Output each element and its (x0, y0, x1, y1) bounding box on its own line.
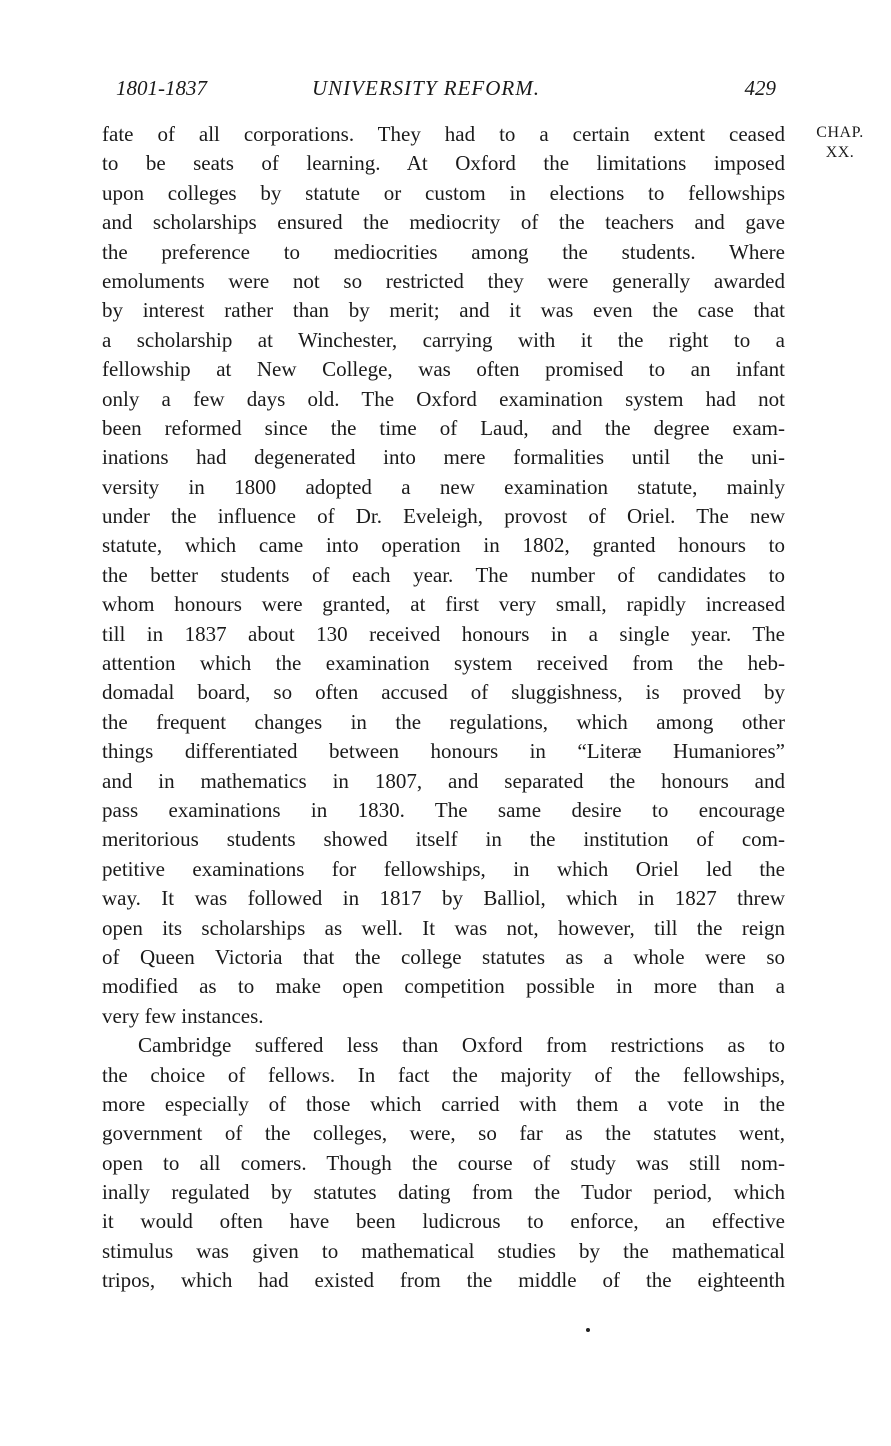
text-line: things differentiated between honours in “Literæ Humaniores” (102, 739, 785, 764)
text-line: inally regulated by statutes dating from the Tudor period, which (102, 1180, 785, 1205)
text-line: and scholarships ensured the mediocrity of the teachers and gave (102, 210, 785, 235)
text-line: by interest rather than by merit; and it was even the case that (102, 298, 785, 323)
text-line: way. It was followed in 1817 by Balliol, which in 1827 threw (102, 886, 785, 911)
text-line: to be seats of learning. At Oxford the limitations imposed (102, 151, 785, 176)
text-line: emoluments were not so restricted they were generally awarded (102, 268, 785, 293)
paragraph-start-line: Cambridge suffered less than Oxford from restrictions as to (138, 1033, 785, 1058)
chapter-label: CHAP. (816, 124, 864, 141)
text-line: the frequent changes in the regulations, which among other (102, 709, 785, 734)
text-line: a scholarship at Winchester, carrying with it the right to a (102, 327, 785, 352)
text-line: and in mathematics in 1807, and separated the honours and (102, 768, 785, 793)
text-line: meritorious students showed itself in the institution of com- (102, 827, 785, 852)
text-line: been reformed since the time of Laud, and the degree exam- (102, 415, 785, 440)
text-line: the better students of each year. The number of candidates to (102, 562, 785, 587)
chapter-number: XX. (825, 144, 855, 161)
text-line: domadal board, so often accused of sluggishness, is proved by (102, 680, 785, 705)
text-line: fate of all corporations. They had to a certain extent ceased (102, 122, 785, 146)
text-line: the preference to mediocrities among the students. Where (102, 239, 785, 264)
text-line: open its scholarships as well. It was not, however, till the reign (102, 915, 785, 940)
text-line: statute, which came into operation in 1802, granted honours to (102, 533, 785, 558)
chapter-margin-note (800, 123, 880, 163)
text-line: whom honours were granted, at first very small, rapidly increased (102, 592, 785, 617)
text-line: under the influence of Dr. Eveleigh, provost of Oriel. The new (102, 504, 785, 529)
text-line: modified as to make open competition possible in more than a (102, 974, 785, 999)
page-number: 429 (744, 76, 776, 100)
text-line: fellowship at New College, was often promised to an infant (102, 357, 785, 382)
text-line: petitive examinations for fellowships, in which Oriel led the (102, 856, 785, 881)
running-head-title: UNIVERSITY REFORM. (312, 76, 540, 100)
text-line: it would often have been ludicrous to enforce, an effective (102, 1209, 785, 1234)
text-line: till in 1837 about 130 received honours in a single year. The (102, 621, 785, 646)
text-line: only a few days old. The Oxford examination system had not (102, 386, 785, 411)
text-line: upon colleges by statute or custom in elections to fellowships (102, 180, 785, 205)
text-line: tripos, which had existed from the middle of the eighteenth (102, 1268, 785, 1293)
text-line: inations had degenerated into mere formalities until the uni- (102, 445, 785, 470)
text-line: open to all comers. Though the course of study was still nom- (102, 1150, 785, 1175)
text-line: the choice of fellows. In fact the majority of the fellowships, (102, 1062, 785, 1087)
text-line: attention which the examination system received from the heb- (102, 651, 785, 676)
text-line: of Queen Victoria that the college statutes as a whole were so (102, 944, 785, 969)
text-line: government of the colleges, were, so far as the statutes went, (102, 1121, 785, 1146)
text-line: stimulus was given to mathematical studies by the mathematical (102, 1238, 785, 1263)
body-text (102, 120, 785, 1296)
paragraph-end-line: very few instances. (102, 1003, 264, 1028)
text-line: more especially of those which carried with them a vote in the (102, 1091, 785, 1116)
signature-mark (586, 1328, 590, 1332)
running-head-dates: 1801-1837 (116, 76, 207, 100)
text-line: pass examinations in 1830. The same desire to encourage (102, 797, 785, 822)
running-head (116, 76, 776, 106)
text-line: versity in 1800 adopted a new examination statute, mainly (102, 474, 785, 499)
